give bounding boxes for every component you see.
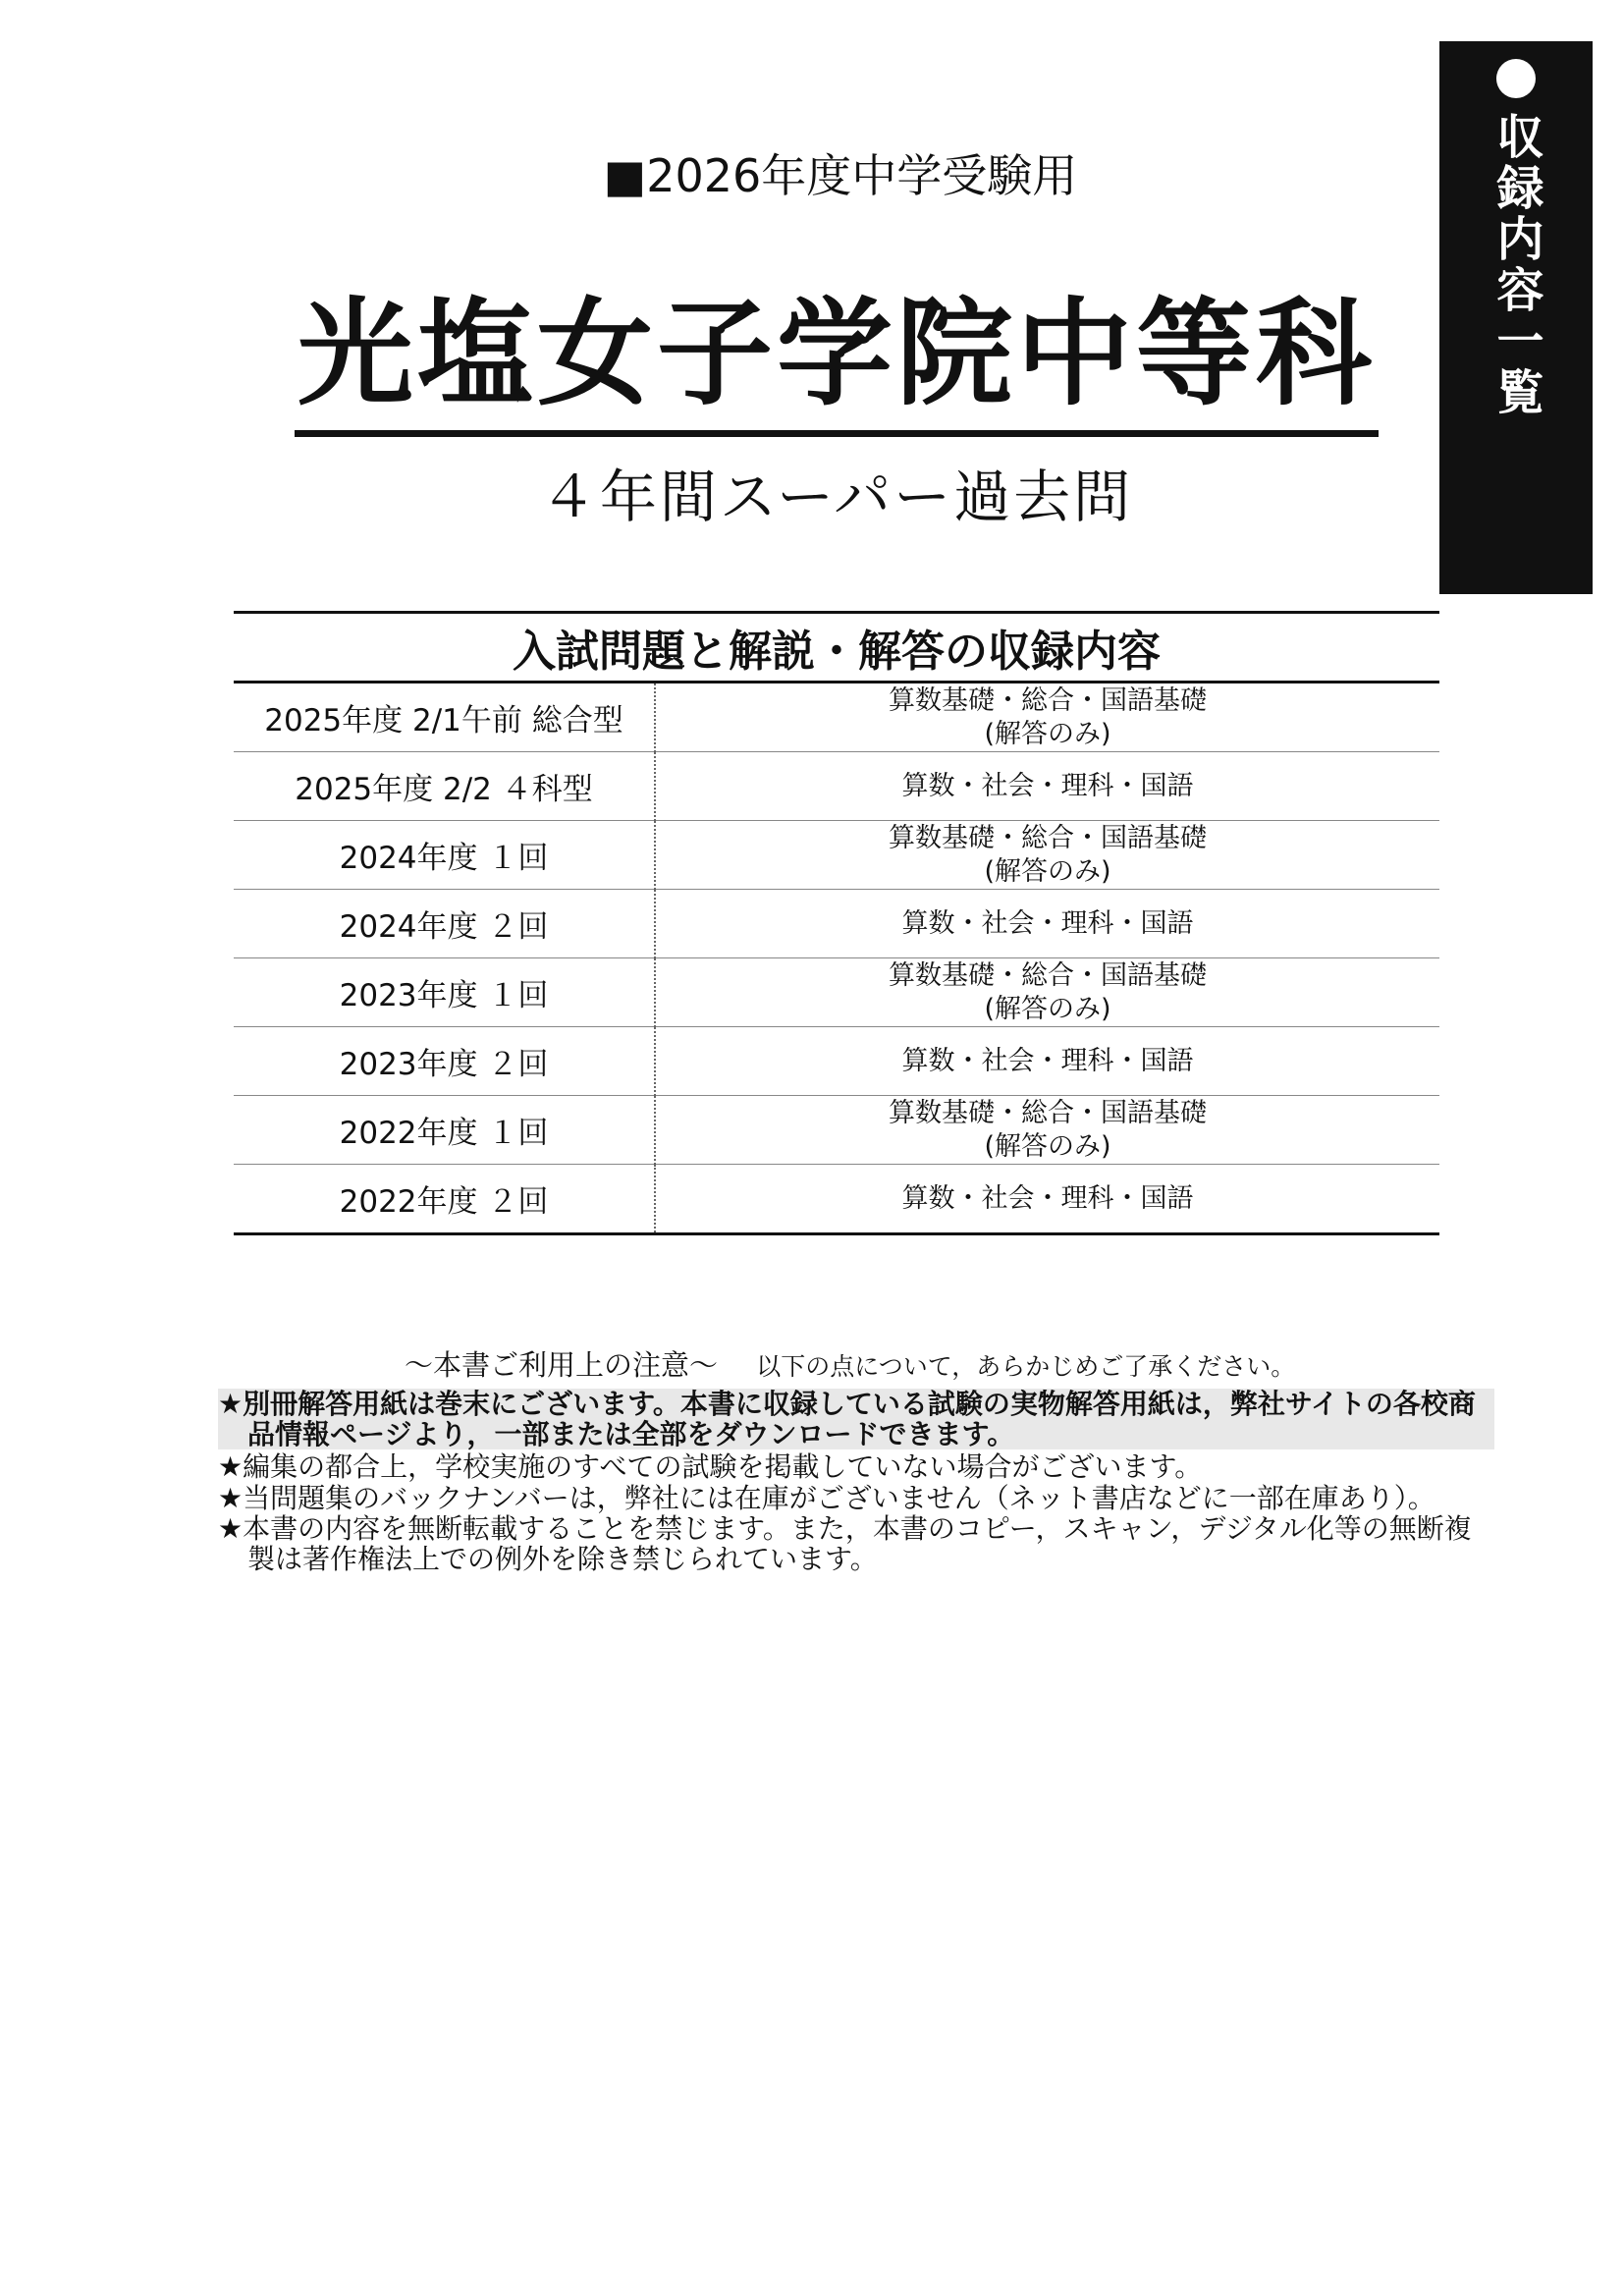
subjects-cell (655, 1096, 1439, 1165)
note-item: ★編集の都合上，学校実施のすべての試験を掲載していない場合がございます。 (218, 1450, 1203, 1484)
note-item: ★本書の内容を無断転載することを禁じます。また，本書のコピー，スキャン，デジタル化等の無断複製は著作権法上での例外を除き禁じられています。 (218, 1512, 1472, 1576)
subjects-note: (解答のみ) (984, 855, 1111, 887)
notes-heading-line (405, 1347, 1494, 1385)
school-name-title: 光塩女子学院中等科 (297, 286, 1376, 421)
book-subtitle: ４年間スーパー過去問 (539, 464, 1134, 530)
subjects-cell (655, 1027, 1439, 1096)
contents-table (234, 611, 1439, 1235)
subjects-note: (解答のみ) (984, 718, 1111, 749)
table-row (234, 1165, 1439, 1234)
notes-heading: ～本書ご利用上の注意～ (405, 1348, 719, 1382)
table-row (234, 752, 1439, 821)
subjects-cell (655, 821, 1439, 890)
table-row (234, 958, 1439, 1027)
exam-year-cell: 2024年度 １回 (234, 821, 655, 890)
side-tab-label: 収録内容一覧 (1489, 112, 1543, 418)
subjects-text: 算数基礎・総合・国語基礎 (889, 684, 1207, 716)
subjects-cell (655, 958, 1439, 1027)
subjects-cell (655, 752, 1439, 821)
subjects-note: (解答のみ) (984, 1130, 1111, 1162)
exam-year-cell: 2022年度 １回 (234, 1096, 655, 1165)
table-row (234, 821, 1439, 890)
table-row (234, 1096, 1439, 1165)
exam-year-cell: 2022年度 ２回 (234, 1165, 655, 1234)
usage-notes (218, 1347, 1494, 1575)
notes-subheading: 以下の点について，あらかじめご了承ください。 (756, 1352, 1296, 1381)
subjects-text: 算数・社会・理科・国語 (901, 907, 1194, 939)
subjects-text: 算数基礎・総合・国語基礎 (889, 1097, 1207, 1128)
subjects-text: 算数基礎・総合・国語基礎 (889, 959, 1207, 991)
subjects-cell (655, 890, 1439, 958)
exam-year-label: ■2026年度中学受験用 (603, 149, 1078, 202)
exam-year-cell: 2023年度 ２回 (234, 1027, 655, 1096)
subjects-note: (解答のみ) (984, 993, 1111, 1024)
subjects-text: 算数・社会・理科・国語 (901, 770, 1194, 801)
subjects-text: 算数・社会・理科・国語 (901, 1182, 1194, 1214)
contents-side-tab (1439, 41, 1593, 594)
exam-year-cell: 2024年度 ２回 (234, 890, 655, 958)
bullet-dot-icon (1496, 59, 1536, 98)
exam-year-cell: 2025年度 2/2 ４科型 (234, 752, 655, 821)
exam-year-cell: 2025年度 2/1午前 総合型 (234, 683, 655, 752)
title-underline (295, 430, 1379, 437)
contents-table-heading: 入試問題と解説・解答の収録内容 (234, 613, 1439, 683)
subjects-text: 算数基礎・総合・国語基礎 (889, 822, 1207, 853)
note-item: ★別冊解答用紙は巻末にございます。本書に収録している試験の実物解答用紙は，弊社サイトの各校商品情報ページより，一部または全部をダウンロードできます。 (218, 1389, 1494, 1450)
subjects-text: 算数・社会・理科・国語 (901, 1045, 1194, 1076)
exam-year-cell: 2023年度 １回 (234, 958, 655, 1027)
subjects-cell (655, 1165, 1439, 1234)
note-item: ★当問題集のバックナンバーは，弊社には在庫がございません（ネット書店などに一部在庫あり）。 (218, 1481, 1435, 1514)
table-row (234, 683, 1439, 752)
subjects-cell (655, 683, 1439, 752)
table-row (234, 890, 1439, 958)
table-row (234, 1027, 1439, 1096)
